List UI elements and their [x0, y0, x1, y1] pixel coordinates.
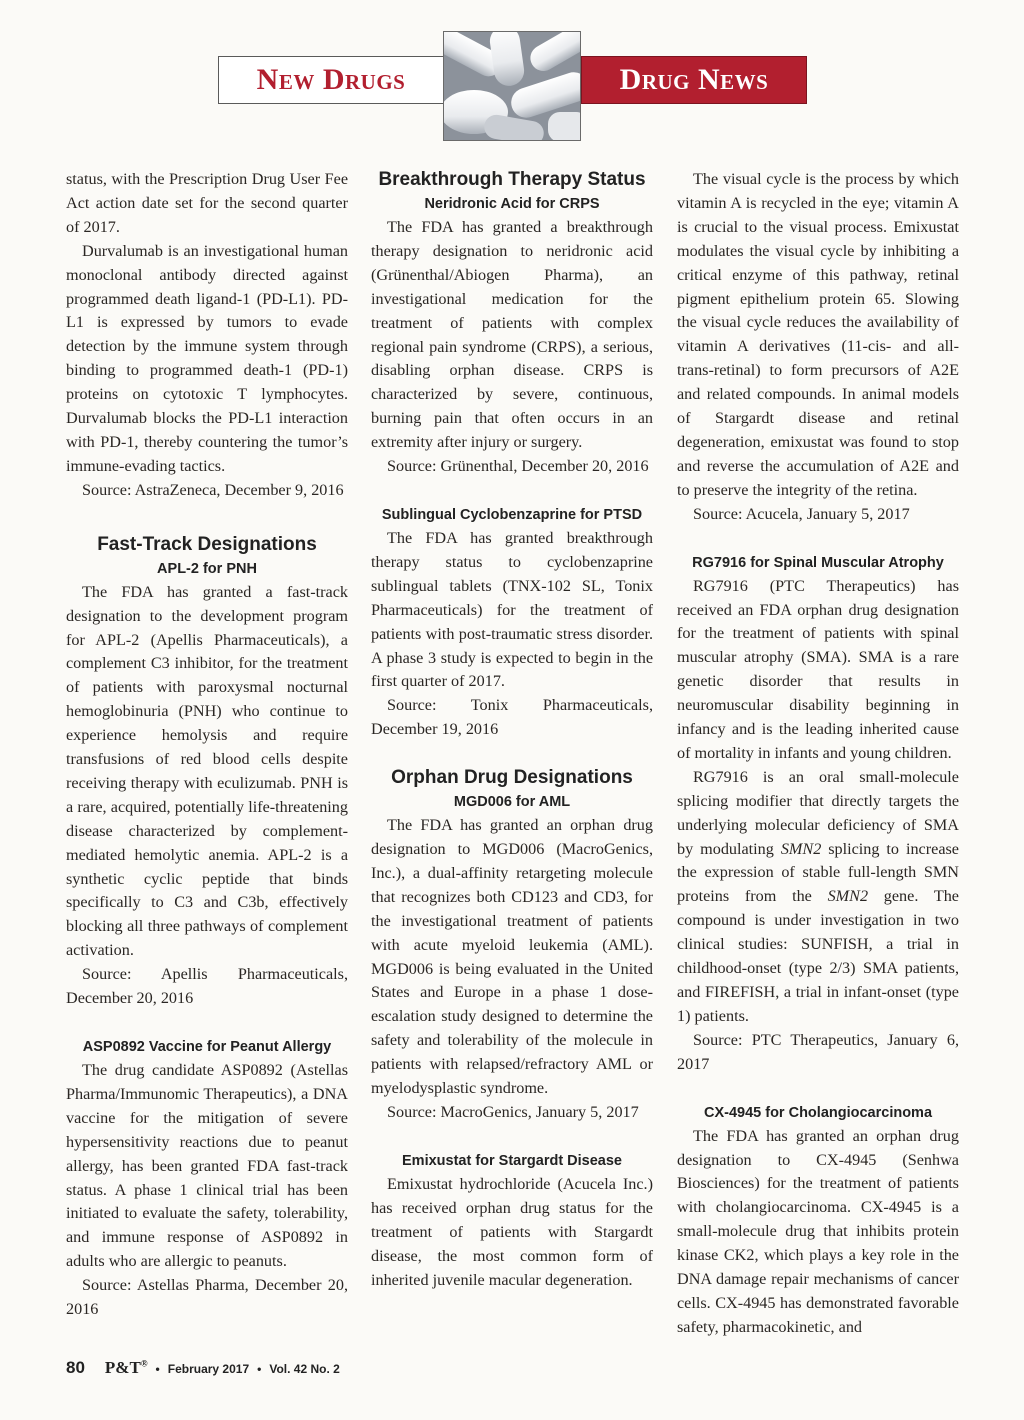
registered-mark: ® — [140, 1358, 148, 1369]
paragraph: The FDA has granted an orphan drug designation to CX-4945 (Senhwa Biosciences) for the treatment of patients with cholangiocarcinoma. CX-4945 is a small-molecule drug that inhibits protein kinase CK2, which plays a key role in the DNA damage repair mechanisms of cancer cells. CX-4945 has demonstrated favorable safety, pharmacokinetic, and — [677, 1126, 959, 1336]
pills-photo-icon — [443, 31, 581, 141]
section-banner — [0, 0, 1024, 150]
column-3 — [677, 168, 959, 1340]
page-number: 80 — [66, 1358, 85, 1377]
source-line: Source: MacroGenics, January 5, 2017 — [387, 1103, 639, 1121]
journal-title: P&T — [104, 1358, 141, 1377]
subsection-heading: Neridronic Acid for CRPS — [424, 196, 600, 212]
paragraph: The FDA has granted a fast-track designation to the development program for APL-2 (Apellis Pharmaceuticals), a complement C3 inhibitor, for the treatment of patients with paroxysmal nocturnal hemoglobinuria (PNH) who continue to experience hemolysis and require transfusions of red blood cells despite receiving therapy with eculizumab. PNH is a rare, acquired, potentially life-threatening disease characterized by complement-mediated hemolytic anemia. APL-2 is a synthetic cyclic peptide that binds specifically to C3 and C3b, effectively blocking all three pathways of complement activation. — [66, 582, 348, 960]
spacer — [371, 742, 653, 766]
paragraph — [677, 766, 959, 1029]
paragraph: The FDA has granted an orphan drug designation to MGD006 (MacroGenics, Inc.), a dual-affinity retargeting molecule that recognizes both CD123 and CD3, for the investigational treatment of patients with acute myeloid leukemia (AML). MGD006 is being evaluated in the United States and Europe in a phase 1 dose-escalation study designed to determine the safety and tolerability of the molecule in patients with relapsed/refractory AML or myelodysplastic syndrome. — [371, 816, 653, 1098]
new-drugs-title: New Drugs — [256, 63, 406, 96]
drug-news-title: Drug News — [619, 63, 769, 96]
paragraph: Emixustat hydrochloride (Acucela Inc.) has received orphan drug status for the treatment of patients with Stargardt disease, the most common form of inherited juvenile macular degeneration. — [371, 1174, 653, 1289]
paragraph: status, with the Prescription Drug User Fee Act action date set for the second quarter of 2017. — [66, 170, 348, 236]
section-heading: Breakthrough Therapy Status — [378, 169, 646, 190]
paragraph: The FDA has granted breakthrough therapy status to cyclobenzaprine sublingual tablets (TNX-102 SL, Tonix Pharmaceuticals) for the treatment of patients with post-traumatic stress disorder. A phase 3 study is expected to begin in the first quarter of 2017. — [371, 528, 653, 691]
paragraph: The FDA has granted a breakthrough therapy designation to neridronic acid (Grünenthal/Abiogen Pharma), an investigational medication for the treatment of patients with complex regional pain syndrome (CRPS), a serious, disabling orphan disease. CRPS is characterized by severe, continuous, burning pain that often occurs in an extremity after injury or surgery. — [371, 218, 653, 452]
column-1 — [66, 168, 348, 1322]
subsection-heading: Emixustat for Stargardt Disease — [402, 1152, 622, 1169]
journal-name — [105, 1358, 148, 1378]
paragraph: The visual cycle is the process by which vitamin A is recycled in the eye; vitamin A is crucial to the visual process. Emixustat modulates the visual cycle by inhibiting a critical enzyme of this pathway, retinal pigment epithelium protein 65. Slowing the visual cycle reduces the availability of vitamin A derivatives (11-cis- and all-trans-retinal) to form precursors of A2E and related compounds. In animal models of Stargardt disease and retinal degeneration, emixustat was found to stop and reverse the accumulation of A2E and to preserve the integrity of the retina. — [677, 170, 959, 499]
subsection-heading: Sublingual Cyclobenzaprine for PTSD — [381, 506, 643, 523]
text-run: splicing to increase the expression of stable full-length SMN proteins from the — [677, 839, 959, 906]
source-line: Source: PTC Therapeutics, January 6, 2017 — [677, 1030, 959, 1073]
spacer — [371, 1125, 653, 1149]
page-footer — [66, 1358, 340, 1382]
subsection-heading: RG7916 for Spinal Muscular Atrophy — [692, 554, 944, 571]
source-line: Source: Grünenthal, December 20, 2016 — [387, 457, 649, 476]
section-heading: Fast-Track Designations — [97, 533, 317, 555]
volume-number: Vol. 42 No. 2 — [269, 1362, 340, 1376]
issue-date: February 2017 — [167, 1362, 250, 1376]
source-line: Source: Acucela, January 5, 2017 — [693, 504, 910, 523]
source-line: Source: Astellas Pharma, December 20, 2016 — [66, 1276, 348, 1319]
subsection-heading: MGD006 for AML — [453, 794, 571, 811]
text-run: RG7916 is an oral small-molecule splicing modifier that directly targets the underlying molecular deficiency of SMA by modulating — [677, 767, 959, 858]
paragraph: The drug candidate ASP0892 (Astellas Pharma/Immunomic Therapeutics), a DNA vaccine for the mitigation of severe hypersensitivity reactions due to peanut allergy, has been granted FDA fast-track status. A phase 1 clinical trial has been initiated to evaluate the safety, tolerability, and immune response of ASP0892 in adults who are allergic to peanuts. — [66, 1061, 348, 1271]
source-line: Source: Tonix Pharmaceuticals, December 19, 2016 — [371, 696, 653, 739]
subsection-heading: CX-4945 for Cholangiocarcinoma — [703, 1104, 933, 1121]
spacer — [66, 503, 348, 533]
spacer — [677, 527, 959, 551]
drug-news-label-box — [581, 56, 807, 104]
paragraph: Durvalumab is an investigational human monoclonal antibody directed against programmed death ligand-1 (PD-L1). PD-L1 is expressed by tumors to evade detection by the immune system through binding to programmed death-1 (PD-1) proteins on cytotoxic T lymphocytes. Durvalumab blocks the PD-L1 interaction with PD-1, thereby countering the tumor’s immune-evading tactics. — [66, 241, 348, 475]
new-drugs-label-box — [218, 56, 444, 104]
source-line: Source: Apellis Pharmaceuticals, December 20, 2016 — [66, 965, 348, 1008]
spacer — [371, 479, 653, 503]
subsection-heading: APL-2 for PNH — [157, 560, 257, 577]
source-line: Source: AstraZeneca, December 9, 2016 — [82, 480, 344, 499]
spacer — [66, 1011, 348, 1035]
paragraph: RG7916 (PTC Therapeutics) has received an FDA orphan drug designation for the treatment of patients with spinal muscular atrophy (SMA). SMA is a rare genetic disorder that results in neuromuscular disability beginning in infancy and is the leading inherited cause of mortality in infants and young children. — [677, 576, 959, 762]
spacer — [677, 1077, 959, 1101]
gene-name-italic: SMN2 — [827, 887, 869, 906]
subsection-heading: ASP0892 Vaccine for Peanut Allergy — [82, 1039, 332, 1055]
gene-name-italic: SMN2 — [780, 839, 822, 858]
pills-illustration — [444, 32, 581, 141]
separator-dot: • — [155, 1362, 160, 1376]
separator-dot: • — [257, 1362, 262, 1376]
column-2 — [371, 168, 653, 1292]
section-heading: Orphan Drug Designations — [391, 767, 633, 789]
text-run: gene. The compound is under investigation in two clinical studies: SUNFISH, a trial in childhood-onset (type 2/3) SMA patients, and FIREFISH, a trial in infant-onset (type 1) patients. — [677, 887, 959, 1025]
